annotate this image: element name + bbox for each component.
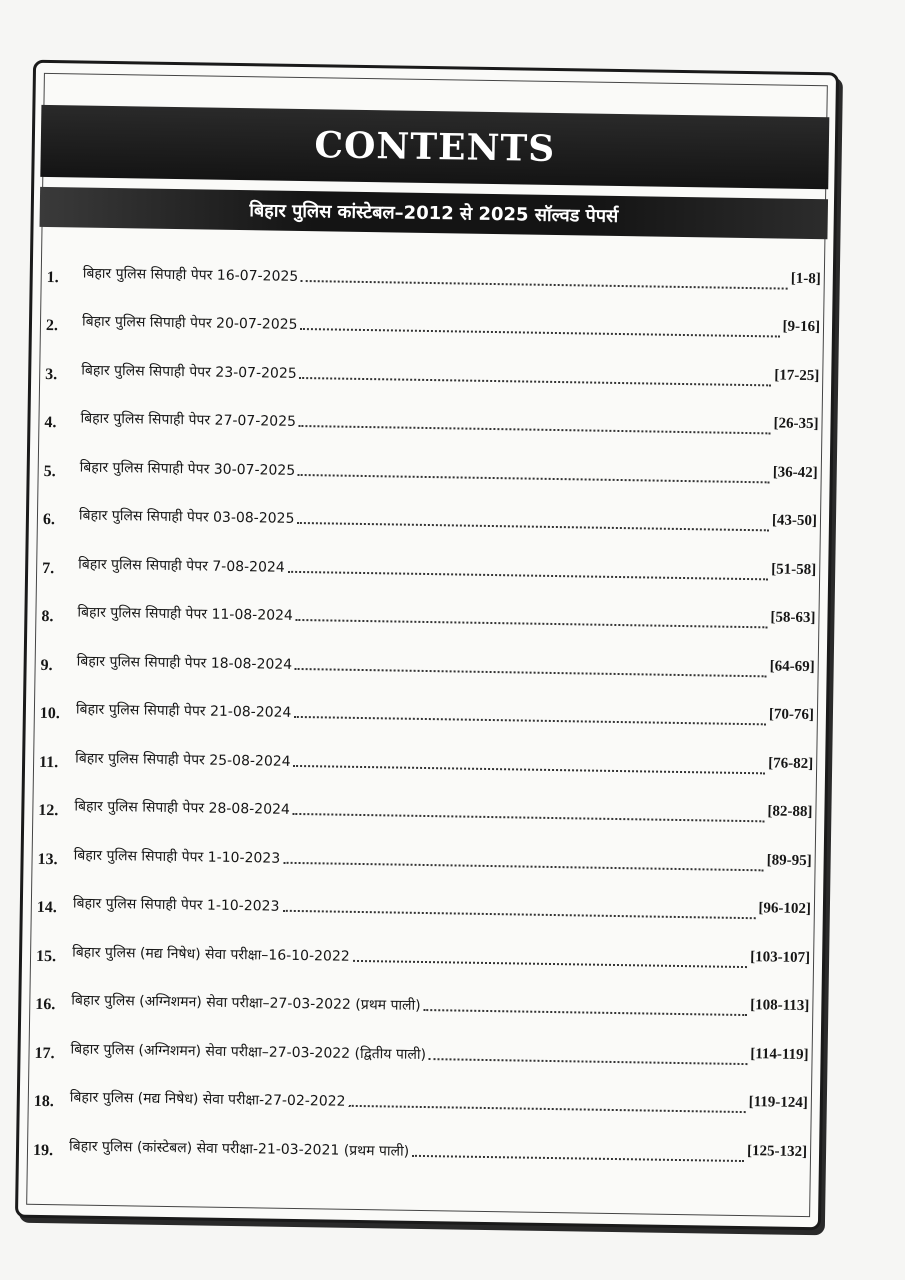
entry-title: बिहार पुलिस सिपाही पेपर 23-07-2025 [81,362,297,382]
entry-title: बिहार पुलिस सिपाही पेपर 27-07-2025 [80,410,297,430]
entry-title: बिहार पुलिस सिपाही पेपर 11-08-2024 [77,604,294,624]
entry-page-range: [26-35] [773,415,819,433]
entry-title: बिहार पुलिस सिपाही पेपर 21-08-2024 [75,701,292,721]
entry-number: 10. [39,704,61,723]
contents-header [40,105,829,189]
entry-page-range: [119-124] [748,1094,808,1112]
entry-number: 18. [33,1092,54,1111]
entry-title: बिहार पुलिस सिपाही पेपर 20-07-2025 [81,313,298,333]
dot-leader [348,1105,745,1113]
page-title: CONTENTS [314,124,556,170]
section-subtitle: बिहार पुलिस कांस्टेबल–2012 से 2025 सॉल्वड पेपर्स [249,200,619,227]
entry-number: 11. [38,753,59,771]
contents-frame [15,60,839,1231]
dot-leader [299,425,771,434]
entry-page-range: [36-42] [772,463,818,481]
entry-number: 7. [42,559,55,577]
entry-title: बिहार पुलिस सिपाही पेपर 30-07-2025 [79,459,296,479]
dot-leader [298,473,770,482]
entry-title: बिहार पुलिस सिपाही पेपर 25-08-2024 [75,749,291,770]
entry-page-range: [125-132] [746,1142,808,1160]
entry-title: बिहार पुलिस (मद्य निषेध) सेवा परीक्षा-27-02-2022 [69,1089,346,1110]
dot-leader [294,716,766,725]
entry-number: 14. [36,898,57,917]
dot-leader [294,764,766,773]
entry-title: बिहार पुलिस (मद्य निषेध) सेवा परीक्षा–16-10-2022 [72,943,350,965]
entry-number: 13. [37,850,58,868]
entry-title: बिहार पुलिस (अग्निशमन) सेवा परीक्षा–27-03-2022 (प्रथम पाली) [71,992,421,1014]
entry-title: बिहार पुलिस सिपाही पेपर 18-08-2024 [76,653,293,673]
entry-number: 9. [40,656,53,674]
entry-page-range: [9-16] [782,318,821,336]
dot-leader [297,522,769,531]
entry-title: बिहार पुलिस (कांस्टेबल) सेवा परीक्षा-21-03-2021 (प्रथम पाली) [68,1137,410,1160]
entry-page-range: [1-8] [790,270,821,287]
entry-number: 2. [45,316,59,335]
dot-leader [288,570,768,580]
entry-number: 17. [34,1044,55,1062]
entry-page-range: [43-50] [771,512,818,530]
entry-number: 19. [32,1141,54,1159]
entry-title: बिहार पुलिस सिपाही पेपर 7-08-2024 [78,556,285,576]
entry-page-range: [51-58] [771,560,817,578]
dot-leader [301,279,788,289]
entry-page-range: [89-95] [766,851,812,869]
entry-title: बिहार पुलिस सिपाही पेपर 03-08-2025 [78,507,295,527]
dot-leader [353,959,747,967]
entry-number: 5. [43,462,56,480]
dot-leader [429,1058,747,1065]
entry-page-range: [76-82] [768,754,814,772]
entry-number: 16. [35,995,56,1014]
entry-number: 3. [45,365,58,383]
entry-title: बिहार पुलिस सिपाही पेपर 1-10-2023 [73,846,281,867]
entry-page-range: [108-113] [750,997,810,1015]
dot-leader [300,376,772,385]
entry-title: बिहार पुलिस सिपाही पेपर 28-08-2024 [74,798,290,818]
dot-leader [283,861,763,871]
dot-leader [300,328,779,338]
entry-page-range: [58-63] [770,609,816,627]
entry-number: 1. [46,268,59,286]
dot-leader [424,1009,747,1016]
entry-title: बिहार पुलिस (अग्निशमन) सेवा परीक्षा–27-03-2022 (द्वितीय पाली) [70,1040,427,1063]
entry-number: 4. [44,413,57,432]
dot-leader [412,1154,744,1161]
entry-page-range: [17-25] [774,366,820,384]
dot-leader [295,667,767,676]
entry-page-range: [96-102] [758,900,812,918]
table-of-contents [29,239,823,1173]
entry-page-range: [70-76] [768,706,815,724]
entry-title: बिहार पुलिस सिपाही पेपर 1-10-2023 [72,895,280,915]
entry-number: 15. [35,947,57,965]
dot-leader [293,813,765,822]
entry-number: 8. [41,607,54,626]
entry-page-range: [114-119] [750,1045,809,1063]
entry-number: 6. [42,510,56,529]
entry-number: 12. [38,801,59,820]
entry-title: बिहार पुलिस सिपाही पेपर 16-07-2025 [82,265,299,285]
entry-page-range: [64-69] [769,657,815,675]
dot-leader [296,619,768,628]
entry-page-range: [82-88] [767,803,813,821]
entry-page-range: [103-107] [750,948,811,966]
dot-leader [282,910,755,919]
